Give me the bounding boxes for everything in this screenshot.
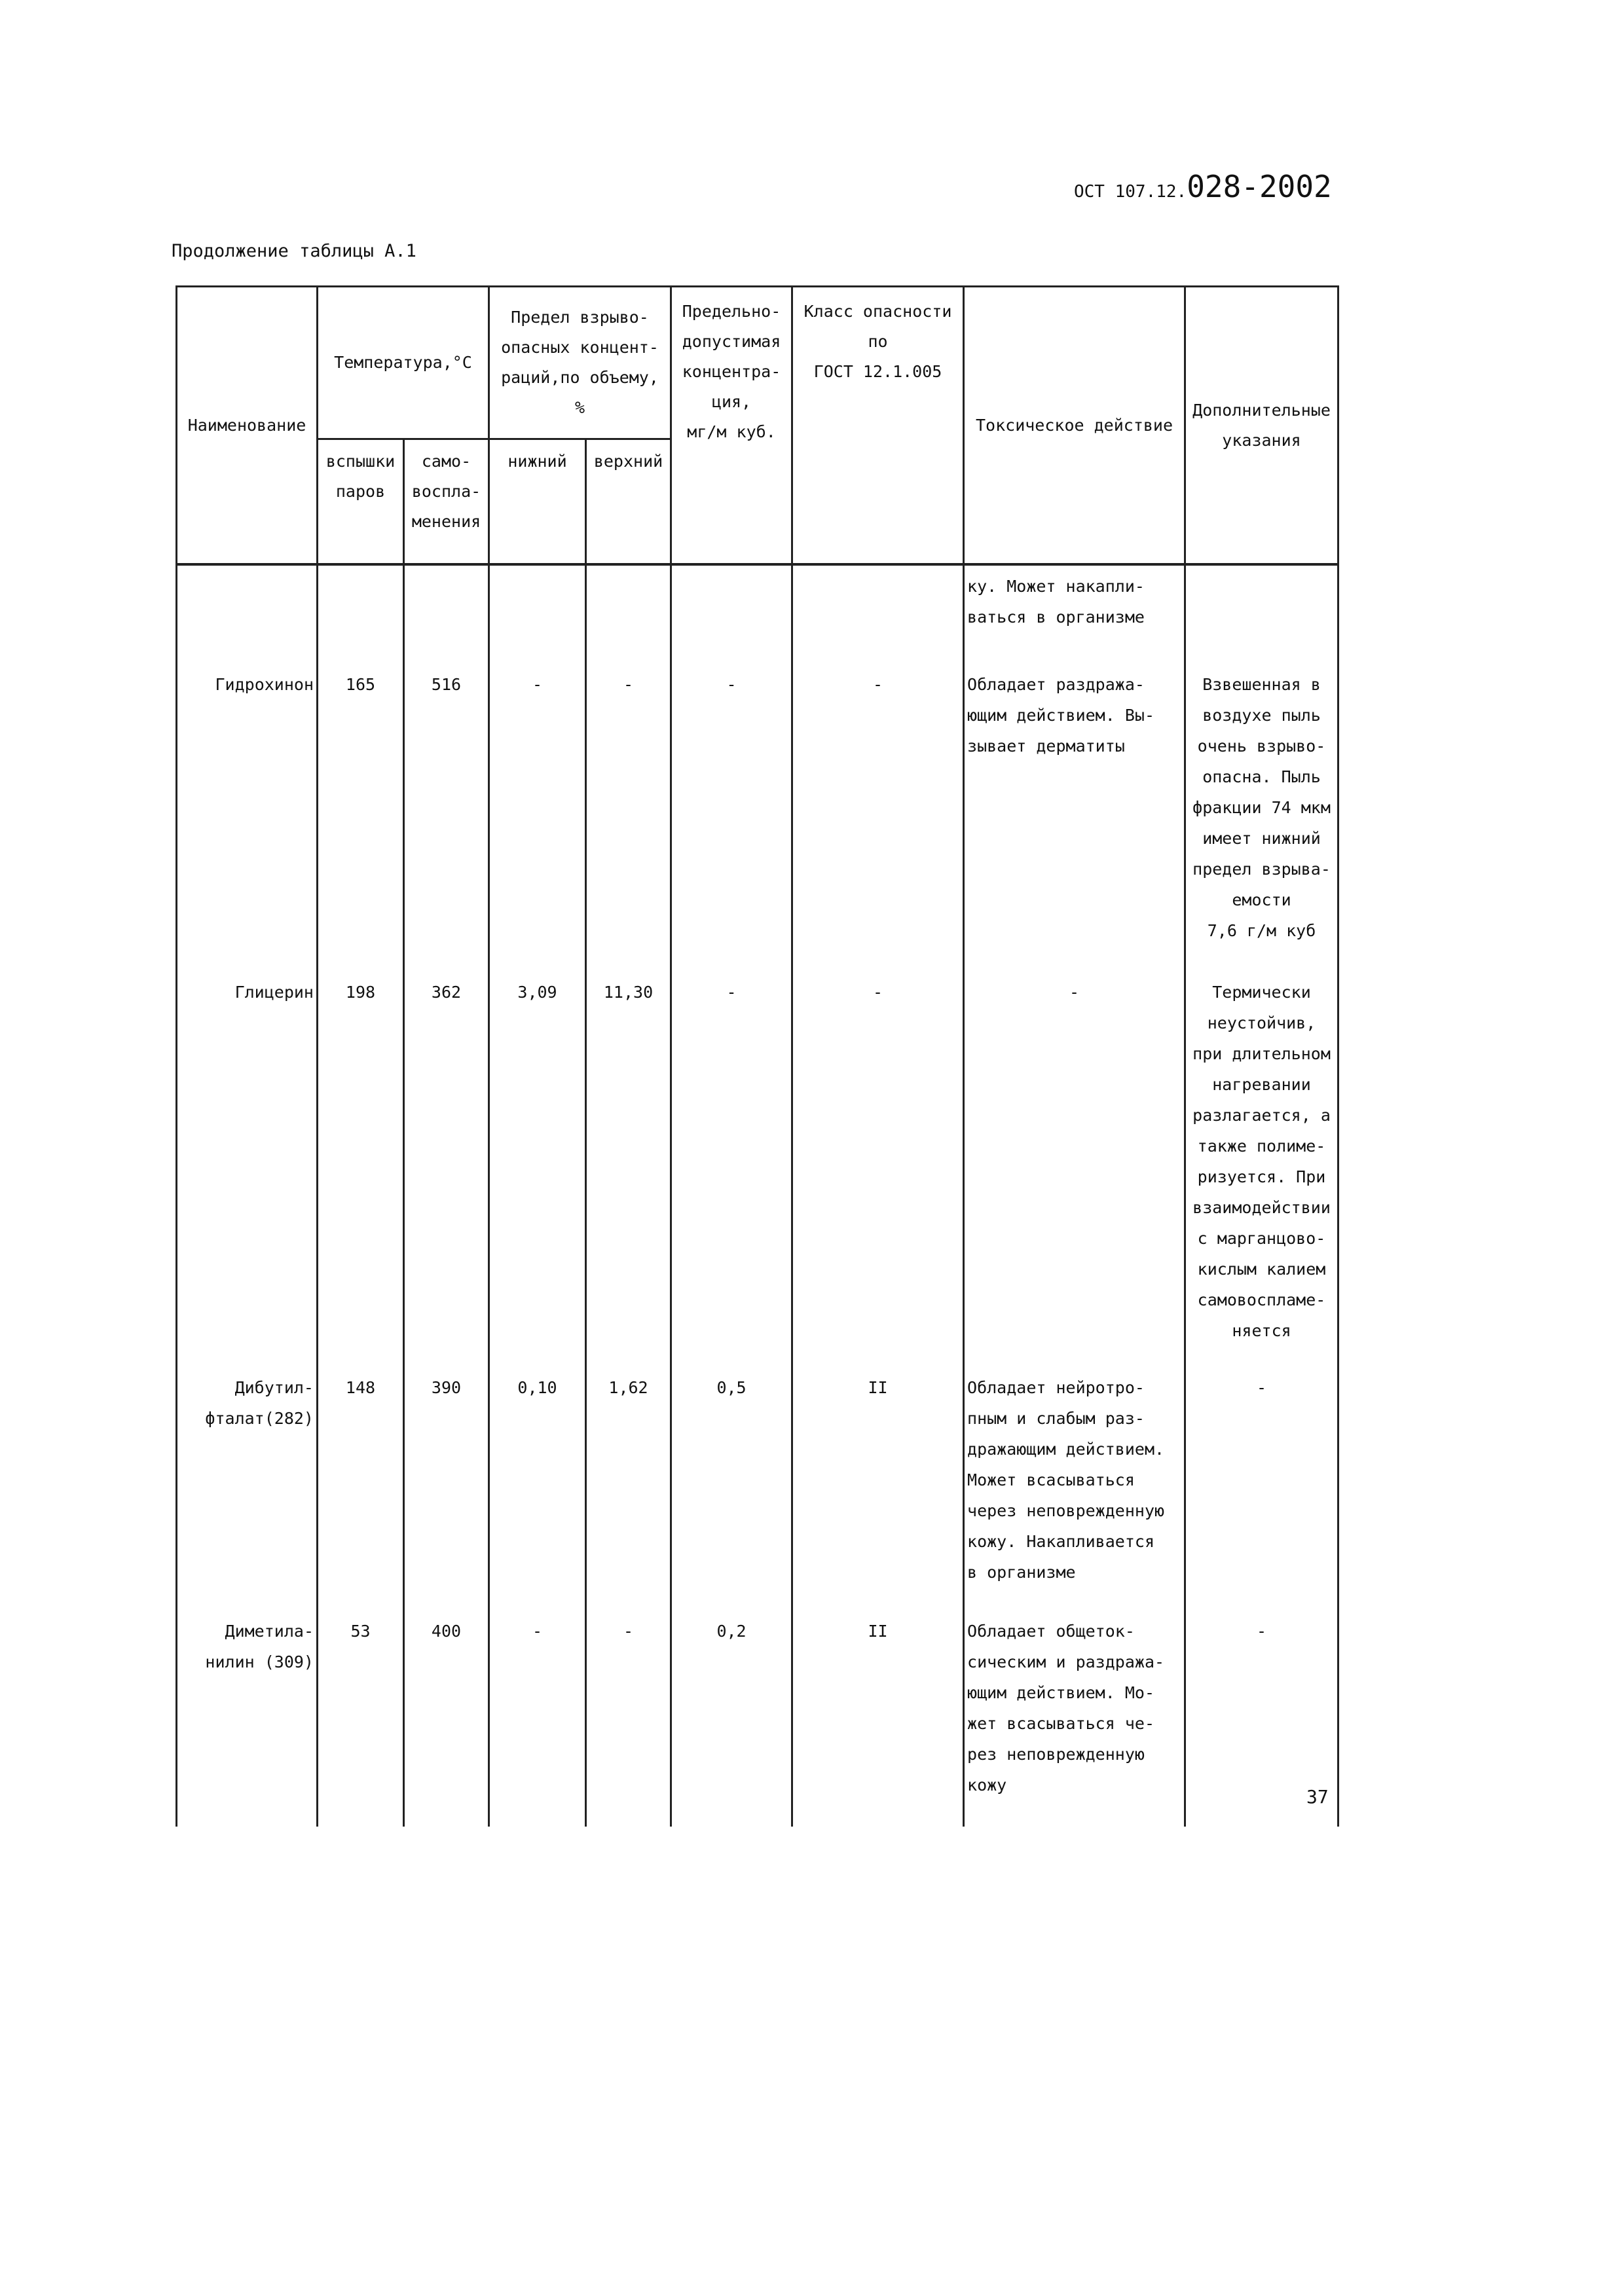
cell-autoignition: 400 — [404, 1611, 489, 1827]
header-lower: нижний — [489, 439, 586, 565]
cell-lower: - — [489, 664, 586, 972]
cell-mac: - — [671, 664, 792, 972]
cell-lower: 3,09 — [489, 972, 586, 1367]
table-row — [177, 972, 1338, 1367]
cell-flash: 148 — [318, 1367, 404, 1611]
cell-toxic: Обладает нейротро- пным и слабым раз- дражающим действием. Может всасываться через неповрежденную кожу. Накапливается в организме — [964, 1367, 1185, 1611]
cell-hazard-class: - — [792, 664, 964, 972]
cell-mac: - — [671, 972, 792, 1367]
cell-toxic: Обладает раздража- ющим действием. Вы- зывает дерматиты — [964, 664, 1185, 972]
cell-empty — [489, 564, 586, 632]
header-toxic-action: Токсическое действие — [964, 287, 1185, 565]
table-row — [177, 1367, 1338, 1611]
cell-toxic: - — [964, 972, 1185, 1367]
cell-toxic-continuation: ку. Может накапли- ваться в организме — [964, 564, 1185, 632]
cell-lower: 0,10 — [489, 1367, 586, 1611]
cell-upper: 11,30 — [586, 972, 671, 1367]
cell-notes: - — [1185, 1367, 1338, 1611]
cell-notes: Взвешенная в воздухе пыль очень взрыво- опасна. Пыль фракции 74 мкм имеет нижний предел взрыва- емости 7,6 г/м куб — [1185, 664, 1338, 972]
document-code-prefix: ОСТ 107.12. — [1074, 182, 1187, 202]
header-upper: верхний — [586, 439, 671, 565]
header-temperature: Температура,°С — [318, 287, 489, 439]
cell-autoignition: 362 — [404, 972, 489, 1367]
cell-name: Дибутил- фталат(282) — [177, 1367, 318, 1611]
table-row-continuation — [177, 564, 1338, 632]
header-hazard-class: Класс опасности по ГОСТ 12.1.005 — [792, 287, 964, 565]
table-row — [177, 1611, 1338, 1827]
cell-empty — [586, 564, 671, 632]
document-code-number: 028-2002 — [1187, 169, 1332, 204]
cell-name: Диметила- нилин (309) — [177, 1611, 318, 1827]
header-flash: вспышки паров — [318, 439, 404, 565]
cell-empty — [1185, 564, 1338, 632]
cell-empty — [792, 564, 964, 632]
cell-hazard-class: II — [792, 1611, 964, 1827]
cell-mac: 0,5 — [671, 1367, 792, 1611]
cell-hazard-class: II — [792, 1367, 964, 1611]
table-caption: Продолжение таблицы А.1 — [172, 241, 416, 261]
cell-upper: - — [586, 1611, 671, 1827]
cell-notes: - — [1185, 1611, 1338, 1827]
cell-flash: 198 — [318, 972, 404, 1367]
hazard-table — [175, 285, 1339, 1827]
cell-flash: 53 — [318, 1611, 404, 1827]
cell-upper: 1,62 — [586, 1367, 671, 1611]
header-notes: Дополнительные указания — [1185, 287, 1338, 565]
cell-flash: 165 — [318, 664, 404, 972]
cell-empty — [177, 564, 318, 632]
table-row — [177, 664, 1338, 972]
cell-autoignition: 516 — [404, 664, 489, 972]
cell-toxic: Обладает общеток- сическим и раздража- ющим действием. Мо- жет всасываться че- рез неповрежденную кожу — [964, 1611, 1185, 1827]
header-explosion-limits: Предел взрыво- опасных концент- раций,по объему, % — [489, 287, 671, 439]
cell-name: Гидрохинон — [177, 664, 318, 972]
cell-upper: - — [586, 664, 671, 972]
header-mac: Предельно- допустимая концентра- ция, мг/м куб. — [671, 287, 792, 565]
header-autoignition: само- воспла- менения — [404, 439, 489, 565]
page-number: 37 — [1306, 1786, 1329, 1808]
cell-mac: 0,2 — [671, 1611, 792, 1827]
cell-empty — [404, 564, 489, 632]
cell-autoignition: 390 — [404, 1367, 489, 1611]
cell-lower: - — [489, 1611, 586, 1827]
cell-empty — [671, 564, 792, 632]
cell-notes: Термически неустойчив, при длительном нагревании разлагается, а также полиме- ризуется. При взаимодействии с марганцово- кислым калием самовоспламе- няется — [1185, 972, 1338, 1367]
header-name: Наименование — [177, 287, 318, 565]
document-code — [1074, 169, 1349, 204]
cell-empty — [318, 564, 404, 632]
cell-hazard-class: - — [792, 972, 964, 1367]
cell-name: Глицерин — [177, 972, 318, 1367]
